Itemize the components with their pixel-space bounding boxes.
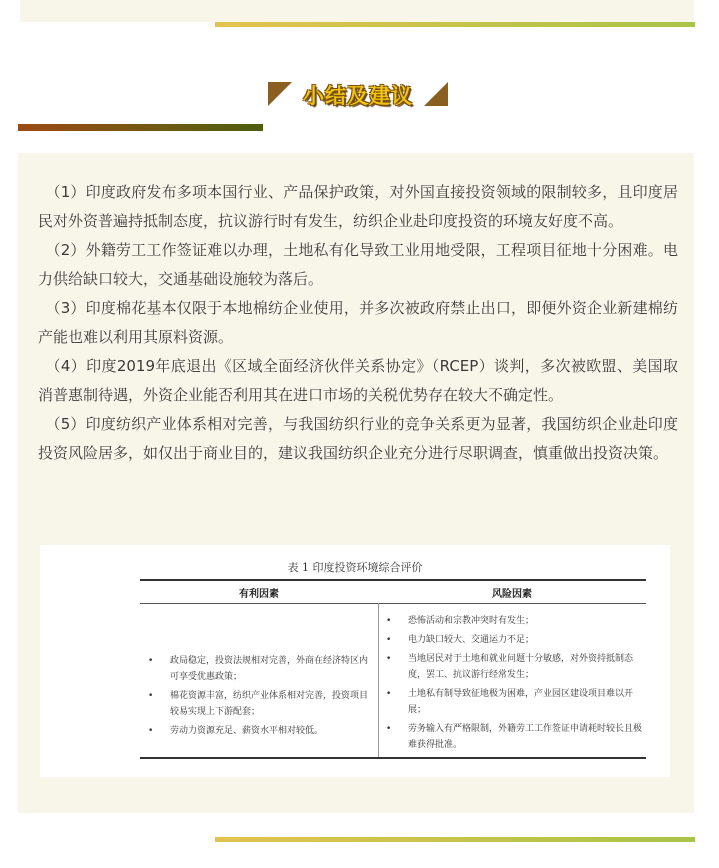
table-bottom-rule — [140, 757, 646, 759]
paragraph-4: （4）印度2019年底退出《区域全面经济伙伴关系协定》（RCEP）谈判，多次被欧盟、美国取消普惠制待遇，外资企业能否利用其在进口市场的关税优势存在较大不确定性。 — [38, 357, 678, 404]
list-item — [148, 653, 370, 685]
risk-item-text: 土地私有制导致征地极为困难，产业园区建设项目难以开展； — [408, 689, 634, 715]
risk-item-text: 恐怖活动和宗教冲突时有发生； — [408, 616, 535, 626]
risk-item-text: 当地居民对于土地和就业问题十分敏感，对外资持抵制态度，罢工、抗议游行经常发生； — [408, 654, 634, 680]
table-column-divider — [378, 603, 379, 757]
bullet-icon: • — [148, 656, 154, 666]
right-triangle-ornament — [424, 82, 448, 106]
section-title: 小结及建议 — [303, 84, 413, 108]
top-card-edge — [20, 0, 694, 22]
bullet-icon: • — [386, 616, 392, 626]
bullet-icon: • — [386, 689, 392, 699]
paragraph-1: （1）印度政府发布多项本国行业、产品保护政策，对外国直接投资领域的限制较多，且印度居民对外资普遍持抵制态度，抗议游行时有发生，纺织企业赴印度投资的环境友好度不高。 — [38, 183, 678, 230]
list-item — [386, 721, 644, 753]
risk-factors-header: 风险因素 — [492, 589, 532, 600]
favorable-item-text: 劳动力资源充足、薪资水平相对较低。 — [170, 726, 324, 736]
list-item — [386, 632, 644, 648]
bullet-icon: • — [386, 724, 392, 734]
table-top-rule — [140, 579, 646, 581]
favorable-factors-list — [148, 653, 370, 742]
paragraph-3: （3）印度棉花基本仅限于本地棉纺企业使用，并多次被政府禁止出口，即便外资企业新建棉纺产能也难以利用其原料资源。 — [38, 299, 678, 346]
list-item — [386, 613, 644, 629]
paragraph-5: （5）印度纺织产业体系相对完善，与我国纺织行业的竞争关系更为显著，我国纺织企业赴印度投资风险居多，如仅出于商业目的，建议我国纺织企业充分进行尽职调查，慎重做出投资决策。 — [38, 415, 678, 462]
bottom-decorative-stripe — [215, 837, 695, 842]
list-item — [386, 686, 644, 718]
paragraph-2: （2）外籍劳工工作签证难以办理，土地私有化导致工业用地受限，工程项目征地十分困难。电力供给缺口较大，交通基础设施较为落后。 — [38, 241, 678, 288]
favorable-factors-header: 有利因素 — [239, 589, 279, 600]
bullet-icon: • — [148, 726, 154, 736]
favorable-item-text: 政局稳定，投资法规相对完善，外商在经济特区内可享受优惠政策； — [170, 656, 369, 682]
risk-item-text: 劳务输入有严格限制，外籍劳工工作签证申请耗时较长且极难获得批准。 — [408, 724, 643, 750]
table-caption: 表 1 印度投资环境综合评价 — [287, 561, 423, 574]
section-heading — [268, 78, 448, 112]
bullet-icon: • — [386, 635, 392, 645]
evaluation-table-image — [40, 545, 670, 777]
table-header-rule — [140, 603, 646, 604]
list-item — [148, 688, 370, 720]
top-decorative-stripe — [215, 22, 695, 27]
favorable-item-text: 棉花资源丰富，纺织产业体系相对完善，投资项目较易实现上下游配套； — [170, 691, 369, 717]
bullet-icon: • — [386, 654, 392, 664]
summary-text — [38, 178, 678, 468]
list-item — [386, 651, 644, 683]
bullet-icon: • — [148, 691, 154, 701]
risk-factors-list — [386, 613, 644, 756]
risk-item-text: 电力缺口较大、交通运力不足； — [408, 635, 535, 645]
list-item — [148, 723, 370, 739]
title-underline-bar — [18, 124, 263, 131]
